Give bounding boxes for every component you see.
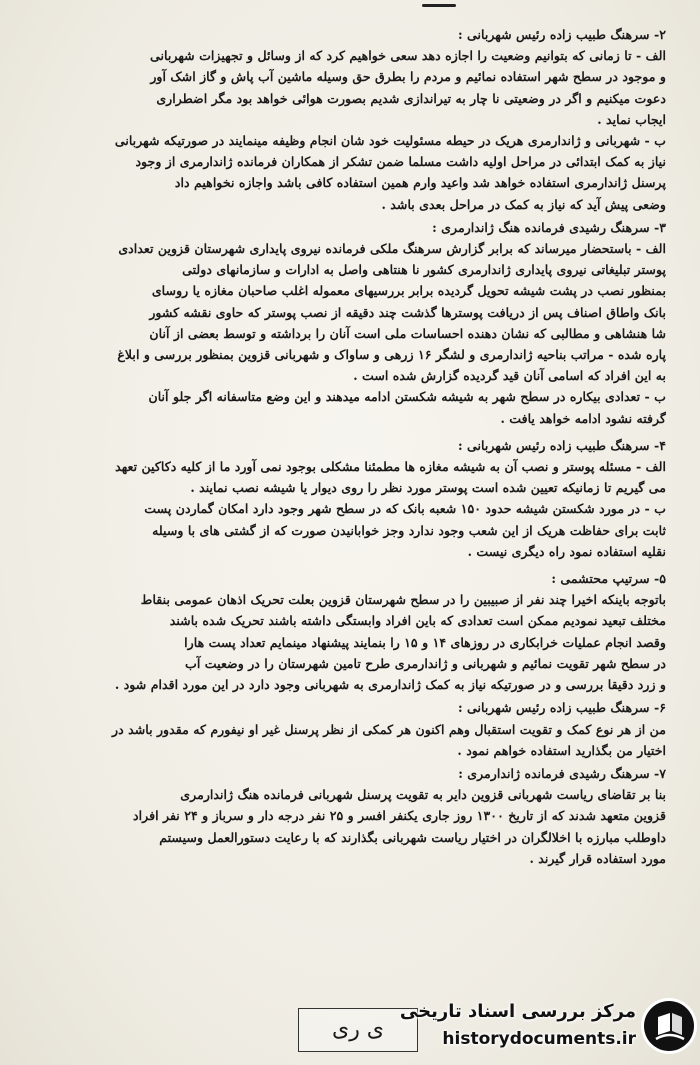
text-line: و زرد دقیقا بررسی و در صورتیکه نیاز به کمک ژاندارمری به شهربانی وجود دارد در این مورد اقدام شود . xyxy=(114,677,666,693)
archive-logo-icon xyxy=(644,1001,694,1051)
text-line: بانک واطاق اصناف پس از دریافت پوسترها گذشت چند دقیقه از نصب پوستر که حاوی نقشه کشور xyxy=(149,304,666,320)
item-6-heading: ۶- سرهنگ طبیب زاده رئیس شهربانی : xyxy=(457,700,666,716)
text-line: بنا بر تقاضای ریاست شهربانی قزوین دایر به تقویت پرسنل شهربانی فرمانده هنگ ژاندارمری xyxy=(180,787,666,803)
handwritten-stamp: ی ری xyxy=(298,1008,418,1052)
text-line: اختیار من بگذارید استفاده خواهم نمود . xyxy=(457,742,666,758)
text-line: مختلف تبعید نمودیم ممکن است تعدادی که باین افراد وابستگی داشته باشند تحریک شده باشند xyxy=(169,613,666,629)
text-line: ایجاب نماید . xyxy=(597,111,666,127)
text-line: مورد استفاده قرار گیرند . xyxy=(529,850,666,866)
text-line: می گیریم تا زمانیکه تعیین شده است پوستر مورد نظر را روی دیوار یا شیشه نصب نمایند . xyxy=(190,480,666,496)
text-line: ب - در مورد شکستن شیشه حدود ۱۵۰ شعبه بانک که در سطح شهر وجود دارد امکان گماردن پست xyxy=(144,501,666,517)
text-line: داوطلب مبارزه با اخلالگران در اختیار ریاست شهربانی بگذارند که با رعایت دستورالعمل وسیستم xyxy=(159,829,666,845)
text-line: ثابت برای حفاظت هریک از این شعب وجود ندارد وجز خوابانیدن صورت که از گشتی های با وسیله xyxy=(152,522,666,538)
item-5-heading: ۵- سرتیپ محتشمی : xyxy=(551,571,666,587)
archive-watermark xyxy=(396,997,696,1059)
item-7-heading: ۷- سرهنگ رشیدی فرمانده ژاندارمری : xyxy=(458,765,666,781)
text-line: وضعی پیش آید که نیاز به کمک در مراحل بعدی باشد . xyxy=(381,196,666,212)
text-line: به این افراد که اسامی آنان قید گردیده گزارش شده است . xyxy=(353,368,666,384)
text-line: نقلیه استفاده نمود راه دیگری نیست . xyxy=(467,543,666,559)
text-line: ب - تعدادی بیکاره در سطح شهر به شیشه شکستن ادامه میدهند و این وضع متاسفانه اگر جلو آنان xyxy=(148,389,666,405)
text-line: الف - تا زمانی که بتوانیم وضعیت را اجازه دهد سعی خواهیم کرد که از وسائل و تجهیزات شهربانی xyxy=(150,48,666,64)
watermark-title: مرکز بررسی اسناد تاریخی xyxy=(399,1001,636,1022)
item-2-heading: ۲- سرهنگ طبیب زاده رئیس شهربانی : xyxy=(457,27,666,42)
text-line: ب - شهربانی و ژاندارمری هریک در حیطه مسئولیت خود شان انجام وظیفه مینمایند در صورتیکه شهربانی xyxy=(114,133,666,149)
text-line: دعوت میکنیم و اگر در وضعیتی نا چار به تیراندازی شدیم بصورت هوائی خواهد بود مگر اضطراری xyxy=(156,90,666,106)
text-line: باتوجه باینکه اخیرا چند نفر از صبیبین را در سطح شهرستان قزوین بعلت تحریک اذهان عمومی بنقاط xyxy=(140,592,666,608)
item-3-heading: ۳- سرهنگ رشیدی فرمانده هنگ ژاندارمری : xyxy=(432,219,666,235)
text-line: و موجود در سطح شهر استفاده نمائیم و مردم را بطرق حق وسیله ماشین آب پاش و گاز اشک آور xyxy=(150,69,666,85)
text-line: گرفته نشود ادامه خواهد یافت . xyxy=(500,410,666,426)
page-number-mark xyxy=(422,4,456,7)
text-line: پرسنل ژاندارمری استفاده خواهد شد واعید وارم همین استفاده کافی باشد واجازه نخواهیم داد xyxy=(174,175,666,191)
text-line: بمنظور نصب در پشت شیشه تحویل گردیده برابر بررسیهای معموله اغلب صاحبان مغازه یا روسای xyxy=(151,283,666,299)
text-line: در سطح شهر تقویت نمائیم و شهربانی و ژاندارمری طرح تامین شهرستان را در وضعیت آب xyxy=(185,655,666,671)
text-line: وقصد انجام عملیات خرابکاری در روزهای ۱۴ و ۱۵ را بنمایند پیشنهاد مینمایم تعداد پست هارا xyxy=(184,634,666,650)
document-body xyxy=(38,22,666,869)
text-line: نیاز به کمک ابتدائی در مراحل اولیه داشت مسلما ضمن تشکر از همکاران فرمانده ژاندارمری از وجود xyxy=(135,154,666,170)
text-line: پوستر تبلیغاتی نیروی پایداری ژاندارمری کشور نا هنتاهی واصل به ادارات و سازمانهای دولتی xyxy=(182,262,666,278)
text-line: من از هر نوع کمک و تقویت استقبال وهم اکنون هر کمکی از نظر پرسنل غیر او نیفورم که مقدور باشد در xyxy=(112,721,666,737)
text-line: پاره شده - مراتب بناحیه ژاندارمری و لشگر ۱۶ زرهی و ساواک و شهربانی قزوین بمنظور بررسی و ابلاغ xyxy=(117,347,666,363)
item-4-heading: ۴- سرهنگ طبیب زاده رئیس شهربانی : xyxy=(457,437,666,453)
text-line: الف - مسئله پوستر و نصب آن به شیشه مغازه ها مطمئنا مشکلی بوجود نمی آورد ما از کلیه دکاکین تعهد xyxy=(115,459,666,475)
text-line: الف - باستحضار میرساند که برابر گزارش سرهنگ ملکی فرمانده نیروی پایداری شهرستان قزوین تعدادی xyxy=(118,241,666,257)
text-line: شا هنشاهی و مطالبی که نشان دهنده احساسات ملی است آنان را برداشته و توسط بعضی از آنان xyxy=(149,325,666,341)
watermark-url: historydocuments.ir xyxy=(442,1029,636,1049)
text-line: قزوین متعهد شدند که از تاریخ ۱۳۰۰ روز جاری یکنفر افسر و ۲۵ نفر درجه دار و سرباز و ۲۴ نفر افراد xyxy=(133,808,666,824)
